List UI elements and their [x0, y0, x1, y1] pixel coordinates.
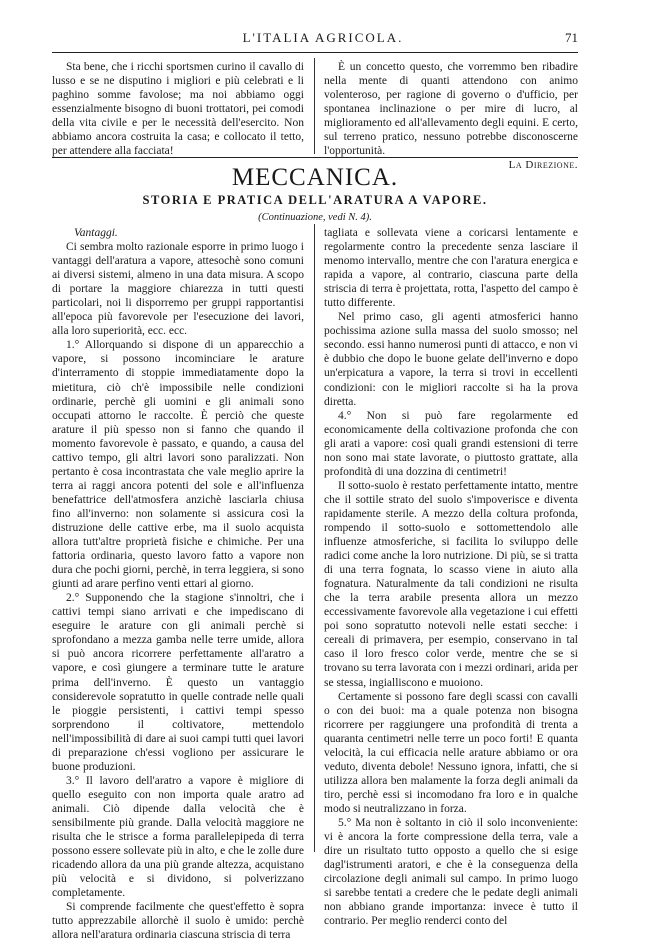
paragraph: 2.° Supponendo che la stagione s'innoltri, che i cattivi tempi siano arrivati e che impediscano di eseguire le arature con gli animali perchè si sprofondano a mezza gamba nelle terre umide, allora si può ancora ricorrere perfettamente all'aratro a vapore, e così giungere a terminare tutte le arature prima dell'inverno. È questo un vantaggio considerevole sopratutto in quelle contrade nelle quali le pioggie persistenti, i cattivi tempi spesso sorprendono il coltivatore, mettendolo nell'impossibilità di dare ai suoi campi tutti quei lavori di preparazione ch'essi vogliono per assicurare le buone produzioni. [52, 592, 304, 773]
section-subtitle: STORIA E PRATICA DELL'ARATURA A VAPORE. [142, 193, 488, 207]
body-column-divider [314, 224, 315, 852]
paragraph: Nel primo caso, gli agenti atmosferici hanno pochissima azione sulla massa del suolo smosso; nel secondo. essi hanno numerosi punti di attacco, e non vi è dubbio che dopo le buone gelate dell'inverno e dopo un'erpicatura a vapore, la terra si trovi in eccellenti condizioni: con le migliori raccolte si ha la prova diretta. [324, 311, 578, 408]
running-header [68, 30, 578, 48]
page-number: 71 [565, 30, 578, 45]
top-left-paragraph: Sta bene, che i ricchi sportsmen curino il cavallo di lusso e se ne disputino i migliori e più celebrati e li paghino somme favolose; ma noi abbiamo oggi essenzialmente bisogno di buoni trottatori, pei comodi della vita civile e per le necessità dell'esercito. Non abbiamo ancora costruita la casa; e collocato il tetto, per attendere alla facciata! [52, 61, 304, 158]
continuation-note: (Continuazione, vedi N. 4). [258, 212, 372, 223]
top-right-paragraph: È un concetto questo, che vorremmo ben ribadire nella mente di quanti attendono con animo volenteroso, per ragione di governo o d'ufficio, per spontanea inclinazione o per mire di lucro, al miglioramento ed all'allevamento degli equini. E certo, sul terreno pratico, nessuno potrebbe disconoscerne l'opportunità. [324, 61, 578, 158]
top-right-column [324, 60, 578, 172]
paragraph: Il sotto-suolo è restato perfettamente intatto, mentre che il sottile strato del suolo s'impoverisce e diventa rapidamente sterile. A mezzo della coltura profonda, rompendo il sotto-suolo e sottomettendolo alle influenze atmosferiche, si facilita lo sviluppo delle radici come anche la loro nutrizione. Di più, se si tratta di una terra fognata, lo scasso viene in aiuto alla fognatura. Naturalmente da tali condizioni ne risulta che la terra arabile presenta allora un mezzo eccessivamente favorevole alla vegetazione i cui effetti poi sono sopratutto notevoli nelle estati secche: i cereali di primavera, per esempio, conservano in tal caso il loro fresco color verde, mentre che se si trovano su terra lavorata con i mezzi ordinari, arida per se stessa, ingialliscono e muoiono. [324, 479, 578, 689]
paragraph: 3.° Il lavoro dell'aratro a vapore è migliore di quello eseguito con non importa quale aratro ad animali. Ciò dipende dalla velocità che è sensibilmente più grande. Dalla velocità maggiore ne risulta che le strisce a forma parallelepipeda di terra possono essere sollevate più in alto, e che le zolle dure ricadendo allora da una più grande altezza, acquistano più velocità e si dividono, si polverizzano completamente. [52, 774, 304, 900]
paragraph: Ci sembra molto razionale esporre in primo luogo i vantaggi dell'aratura a vapore, attesochè sono comuni ai diversi sistemi, almeno in una data misura. A scopo di portare la maggiore chiarezza in tutti questi particolari, noi li disporremo per gruppi rapportantisi all'epoca più favorevole per l'esecuzione dei lavori, alla loro superiorità, ecc. ecc. [52, 241, 304, 338]
paragraph: 1.° Allorquando si dispone di un apparecchio a vapore, si possono incominciare le arature d'interramento di stoppie immediatamente dopo la mietitura, ciò ch'è impossibile nelle condizioni ordinarie, perchè gli uomini e gli animali sono occupati attorno le raccolte. È perciò che queste arature il più spesso non si fanno che quando il momento favorevole è passato, e quando, a causa del cattivo tempo, gli altri lavori sono paralizzati. Non pertanto è cosa incontrastata che vale meglio aprire la terra ai raggi ancora potenti del sole e all'influenza benefattrice dell'atmosfera anzichè lasciarla chiusa fino all'inverno: non solamente si assicura così la distruzione delle cattive erbe, ma il suolo acquista allora tutt'altre proprietà fisiche e chimiche. Per una fattoria ordinaria, questo lavoro fatto a vapore non dura che pochi giorni, perchè, in terra leggiera, si sono giunti ad arare perfino venti ettari al giorno. [52, 339, 304, 591]
paragraph: tagliata e sollevata viene a coricarsi lentamente e regolarmente contro la precedente senza lasciare il menomo intervallo, mentre che con l'aratura energica e rapida a vapore, al contrario, ciascuna parte della striscia di terra è projettata, rotta, l'aspetto del campo è tutto differente. [324, 227, 578, 310]
top-column-divider [314, 58, 315, 154]
signature: La Direzione. [508, 159, 578, 172]
paragraph: Si comprende facilmente che quest'effetto è sopra tutto apprezzabile allorchè il suolo è umido: perchè allora nell'aratura ordinaria ciascuna striscia di terra [52, 901, 304, 942]
left-column [52, 226, 304, 942]
right-column [324, 226, 578, 928]
subheading: Vantaggi. [74, 227, 118, 239]
section-rule [52, 157, 578, 158]
paragraph: Certamente si possono fare degli scassi con cavalli o con dei buoi: ma a quale potenza non bisogna ricorrere per raggiungere una profondità di trenta a quaranta centimetri nelle terre un poco forti! E quanta velocità, la cui efficacia nelle arature abbiamo or ora veduto, diventa debole! Nessuno ignora, infatti, che si utilizza allora ben malamente la forza degli animali da tiro, perchè essi si incomodano fra loro e in qualche modo si neutralizzano in forza. [324, 690, 578, 815]
header-rule [52, 52, 578, 53]
paragraph: 4.° Non si può fare regolarmente ed economicamente della coltivazione profonda che con gli arati a vapore: così quali grandi estensioni di terre non sono mai state lavorate, o piuttosto grattate, alla profondità di una dozzina di centimetri! [324, 409, 578, 478]
top-left-column [52, 60, 304, 158]
section-title: MECCANICA. [231, 164, 399, 191]
journal-title: L'ITALIA AGRICOLA. [242, 30, 404, 45]
paragraph: 5.° Ma non è soltanto in ciò il solo inconveniente: vi è ancora la forte compressione della terra, vale a dire un risultato tutto opposto a quello che si esige dagl'istrumenti aratori, e che è la conseguenza della circolazione degli animali sul campo. In primo luogo si sarebbe tentati a credere che le pedate degli animali non abbiano grande importanza: invece è tutto il contrario. Per meglio renderci conto del [324, 816, 578, 928]
